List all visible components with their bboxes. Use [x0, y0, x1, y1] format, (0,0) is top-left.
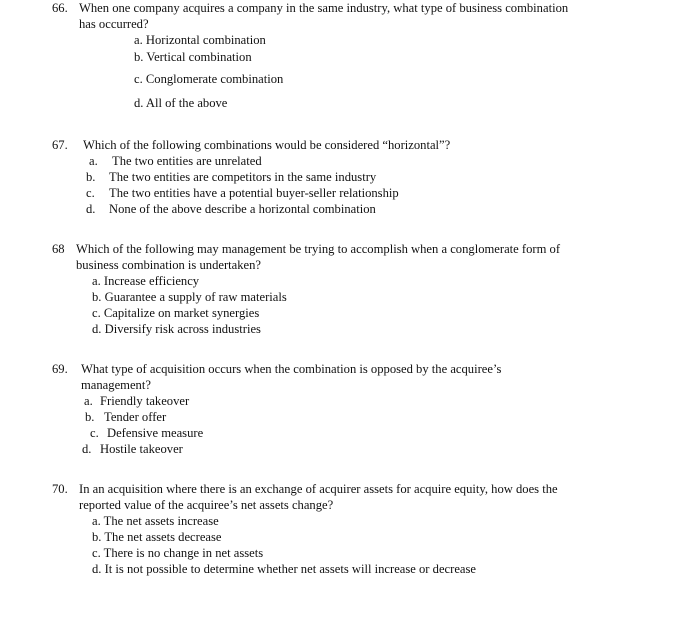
question-number: 68: [52, 242, 65, 256]
question-number: 70.: [52, 482, 68, 496]
answer-option: Hostile takeover: [100, 442, 183, 456]
question-stem: reported value of the acquiree’s net assets change?: [79, 498, 334, 512]
answer-option: c. There is no change in net assets: [92, 546, 264, 560]
answer-option: Tender offer: [104, 410, 167, 424]
answer-option: a. The net assets increase: [92, 514, 219, 528]
option-letter: d.: [86, 202, 96, 216]
option-letter: b.: [86, 170, 96, 184]
answer-option: d. All of the above: [134, 96, 228, 110]
question-stem: When one company acquires a company in the same industry, what type of business combination: [79, 1, 569, 15]
option-letter: b.: [85, 410, 95, 424]
answer-option: a. Horizontal combination: [134, 33, 266, 47]
question-stem: business combination is undertaken?: [76, 258, 262, 272]
answer-option: Defensive measure: [107, 426, 204, 440]
question-stem: management?: [81, 378, 151, 392]
option-letter: c.: [86, 186, 95, 200]
option-letter: d.: [82, 442, 92, 456]
question-stem: In an acquisition where there is an exchange of acquirer assets for acquire equity, how does the: [79, 482, 558, 496]
answer-option: The two entities are unrelated: [112, 154, 262, 168]
answer-option: b. Guarantee a supply of raw materials: [92, 290, 287, 304]
answer-option: Friendly takeover: [100, 394, 190, 408]
option-letter: a.: [84, 394, 93, 408]
answer-option: b. The net assets decrease: [92, 530, 222, 544]
answer-option: d. It is not possible to determine whether net assets will increase or decrease: [92, 562, 476, 576]
option-letter: a.: [89, 154, 98, 168]
answer-option: b. Vertical combination: [134, 50, 252, 64]
answer-option: c. Capitalize on market synergies: [92, 306, 260, 320]
answer-option: d. Diversify risk across industries: [92, 322, 261, 336]
answer-option: c. Conglomerate combination: [134, 72, 284, 86]
question-number: 66.: [52, 1, 68, 15]
question-stem: has occurred?: [79, 17, 149, 31]
question-stem: Which of the following may management be trying to accomplish when a conglomerate form of: [76, 242, 561, 256]
answer-option: None of the above describe a horizontal combination: [109, 202, 376, 216]
question-number: 69.: [52, 362, 68, 376]
answer-option: The two entities are competitors in the same industry: [109, 170, 377, 184]
question-stem: Which of the following combinations would be considered “horizontal”?: [83, 138, 451, 152]
question-number: 67.: [52, 138, 68, 152]
option-letter: c.: [90, 426, 99, 440]
answer-option: The two entities have a potential buyer-seller relationship: [109, 186, 399, 200]
answer-option: a. Increase efficiency: [92, 274, 200, 288]
question-stem: What type of acquisition occurs when the combination is opposed by the acquiree’s: [81, 362, 502, 376]
